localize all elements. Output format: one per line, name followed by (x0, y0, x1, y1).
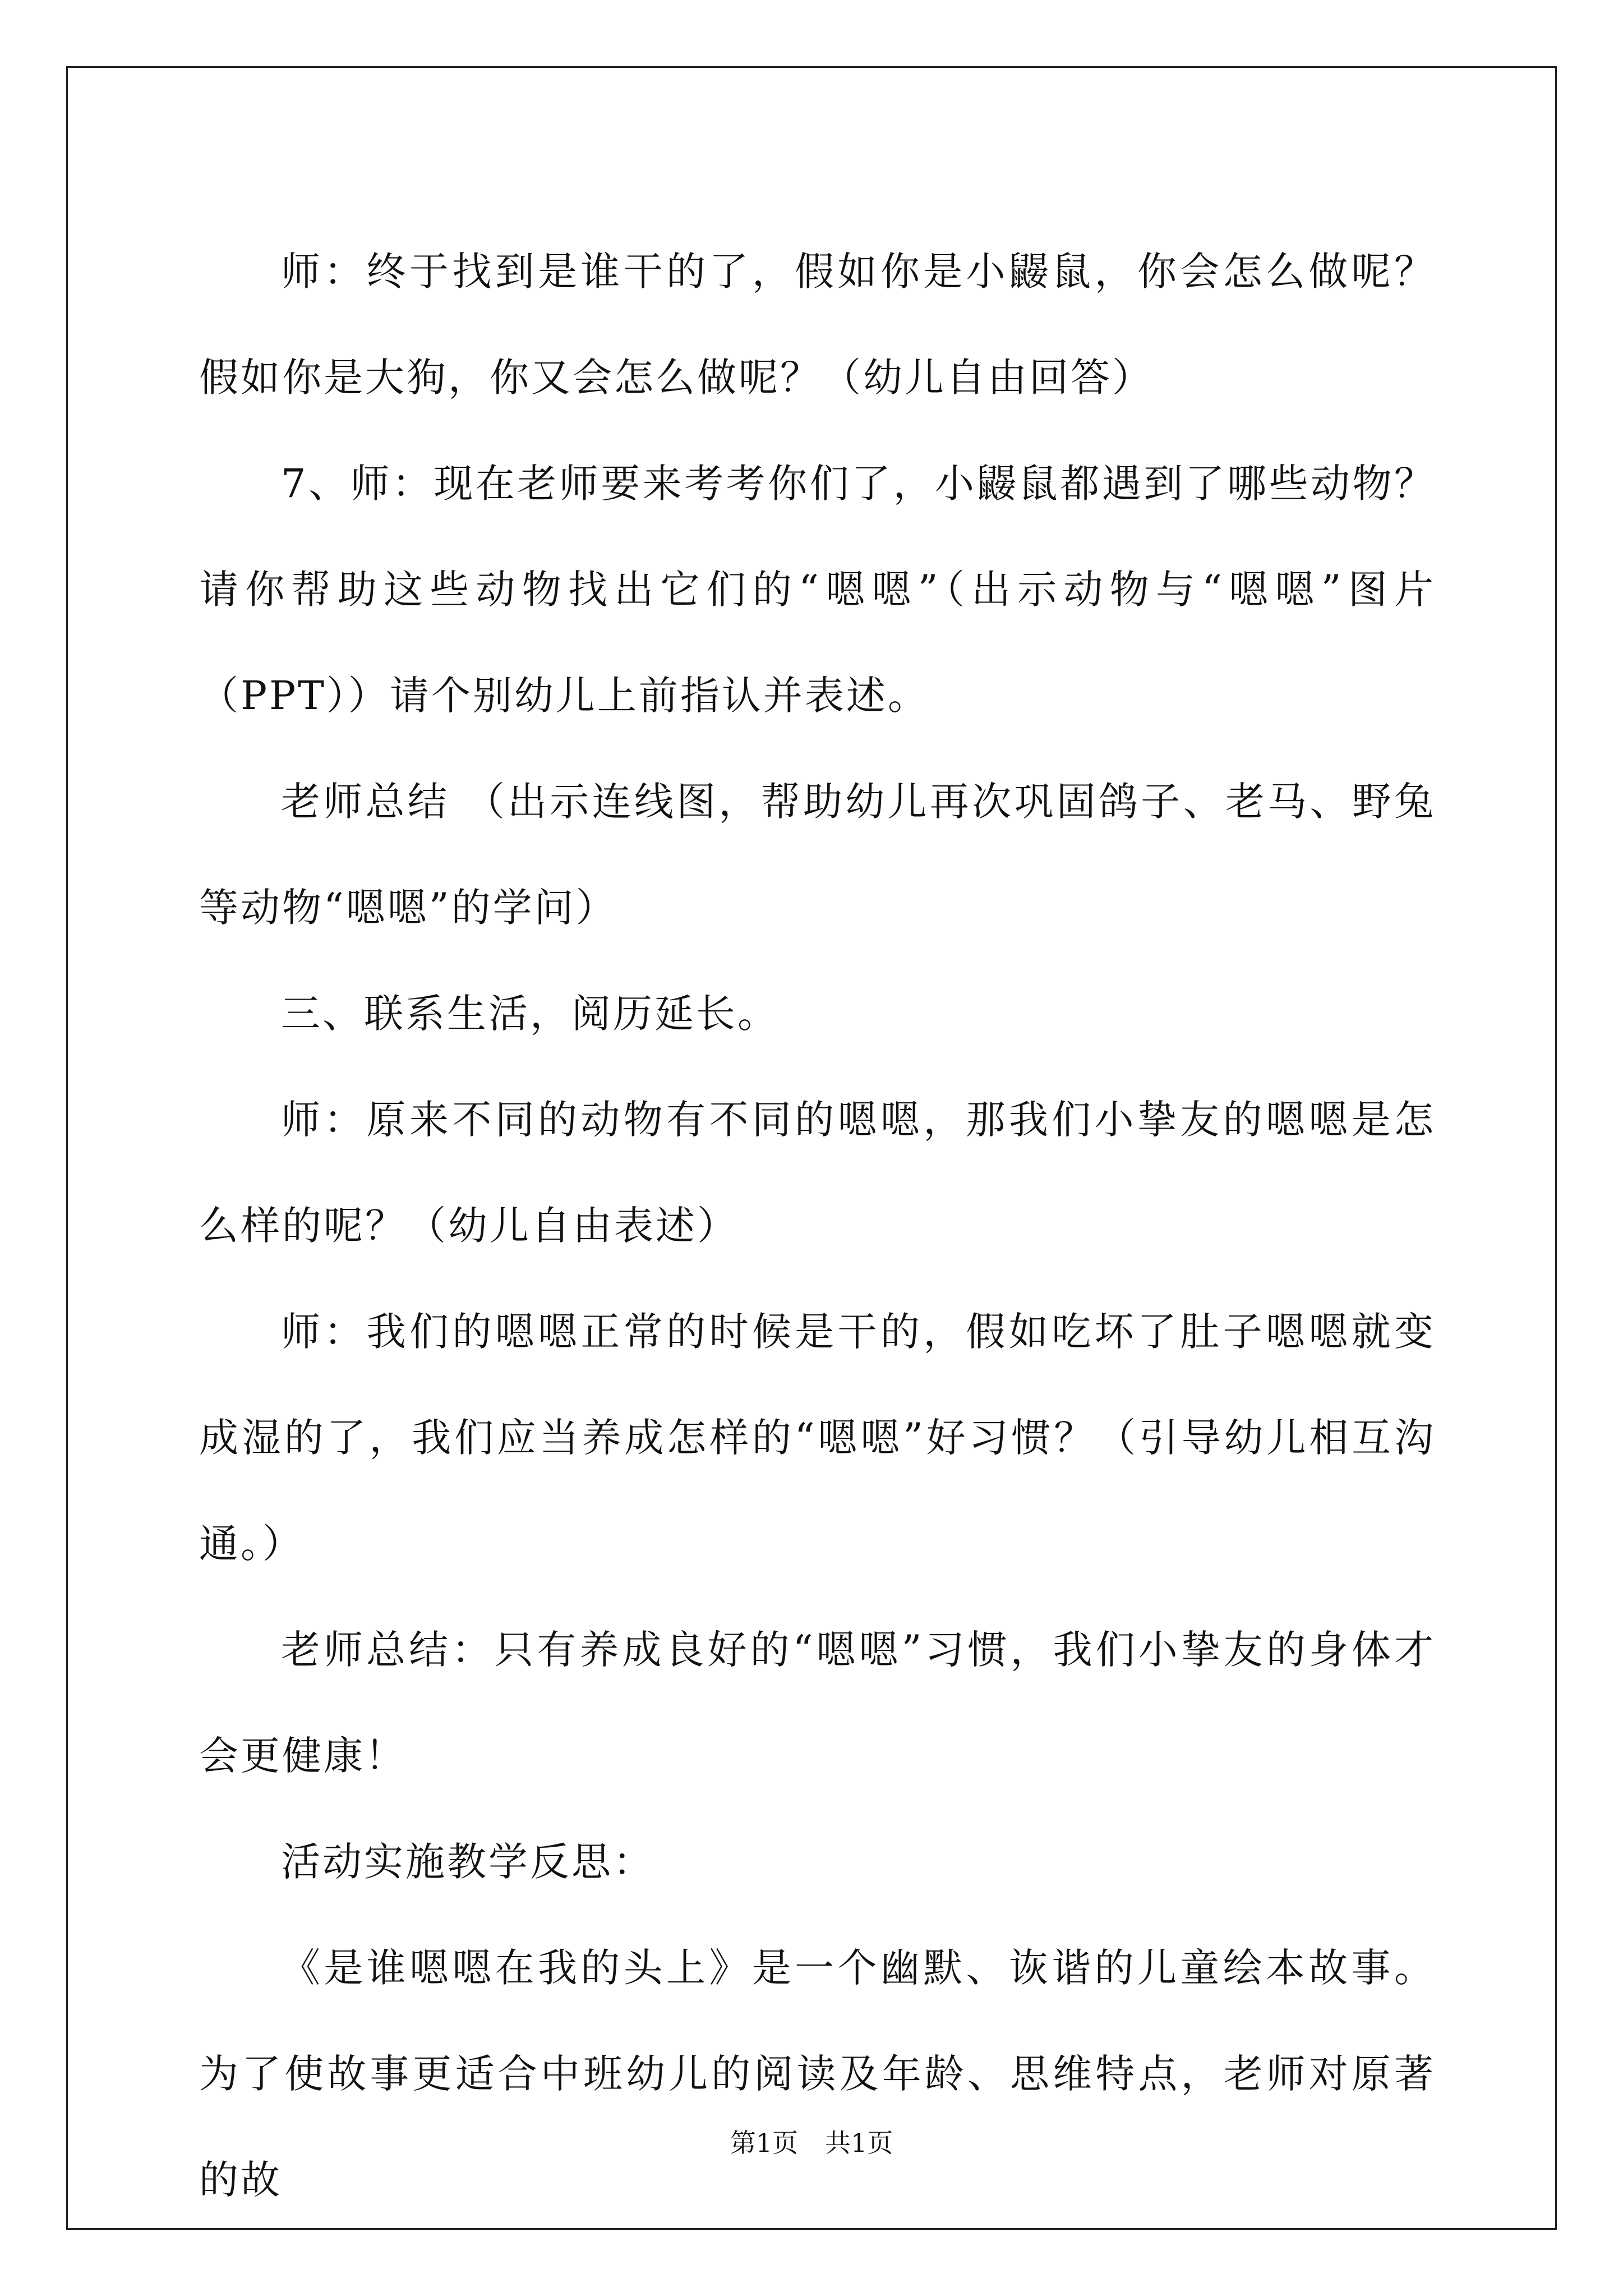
paragraph: 师：我们的嗯嗯正常的时候是干的，假如吃坏了肚子嗯嗯就变成湿的了，我们应当养成怎样的“嗯嗯”好习惯？（引导幼儿相互沟通。） (199, 1309, 1436, 1567)
page-total: 共1页 (825, 2128, 893, 2158)
paragraph: 老师总结 （出示连线图，帮助幼儿再次巩固鸽子、老马、野兔等动物“嗯嗯”的学问） (199, 779, 1436, 931)
paragraph: 师：终于找到是谁干的了，假如你是小鼹鼠，你会怎么做呢？假如你是大狗，你又会怎么做呢？（幼儿自由回答） (199, 249, 1436, 401)
page-footer (0, 2126, 1623, 2160)
paragraph: 7、师：现在老师要来考考你们了，小鼹鼠都遇到了哪些动物？请你帮助这些动物找出它们的“嗯嗯”（出示动物与“嗯嗯”图片（PPT））请个别幼儿上前指认并表述。 (199, 461, 1436, 719)
paragraph: 师：原来不同的动物有不同的嗯嗯，那我们小挚友的嗯嗯是怎么样的呢？（幼儿自由表述） (199, 1097, 1436, 1249)
page-number: 第1页 (730, 2128, 798, 2158)
section-heading: 三、联系生活，阅历延长。 (281, 991, 779, 1037)
paragraph: 《是谁嗯嗯在我的头上》是一个幽默、诙谐的儿童绘本故事。为了使故事更适合中班幼儿的阅读及年龄、思维特点，老师对原著的故 (199, 1945, 1436, 2203)
document-body (199, 219, 1436, 2233)
paragraph: 老师总结：只有养成良好的“嗯嗯”习惯，我们小挚友的身体才会更健康！ (199, 1627, 1436, 1779)
section-heading: 活动实施教学反思： (281, 1839, 654, 1885)
